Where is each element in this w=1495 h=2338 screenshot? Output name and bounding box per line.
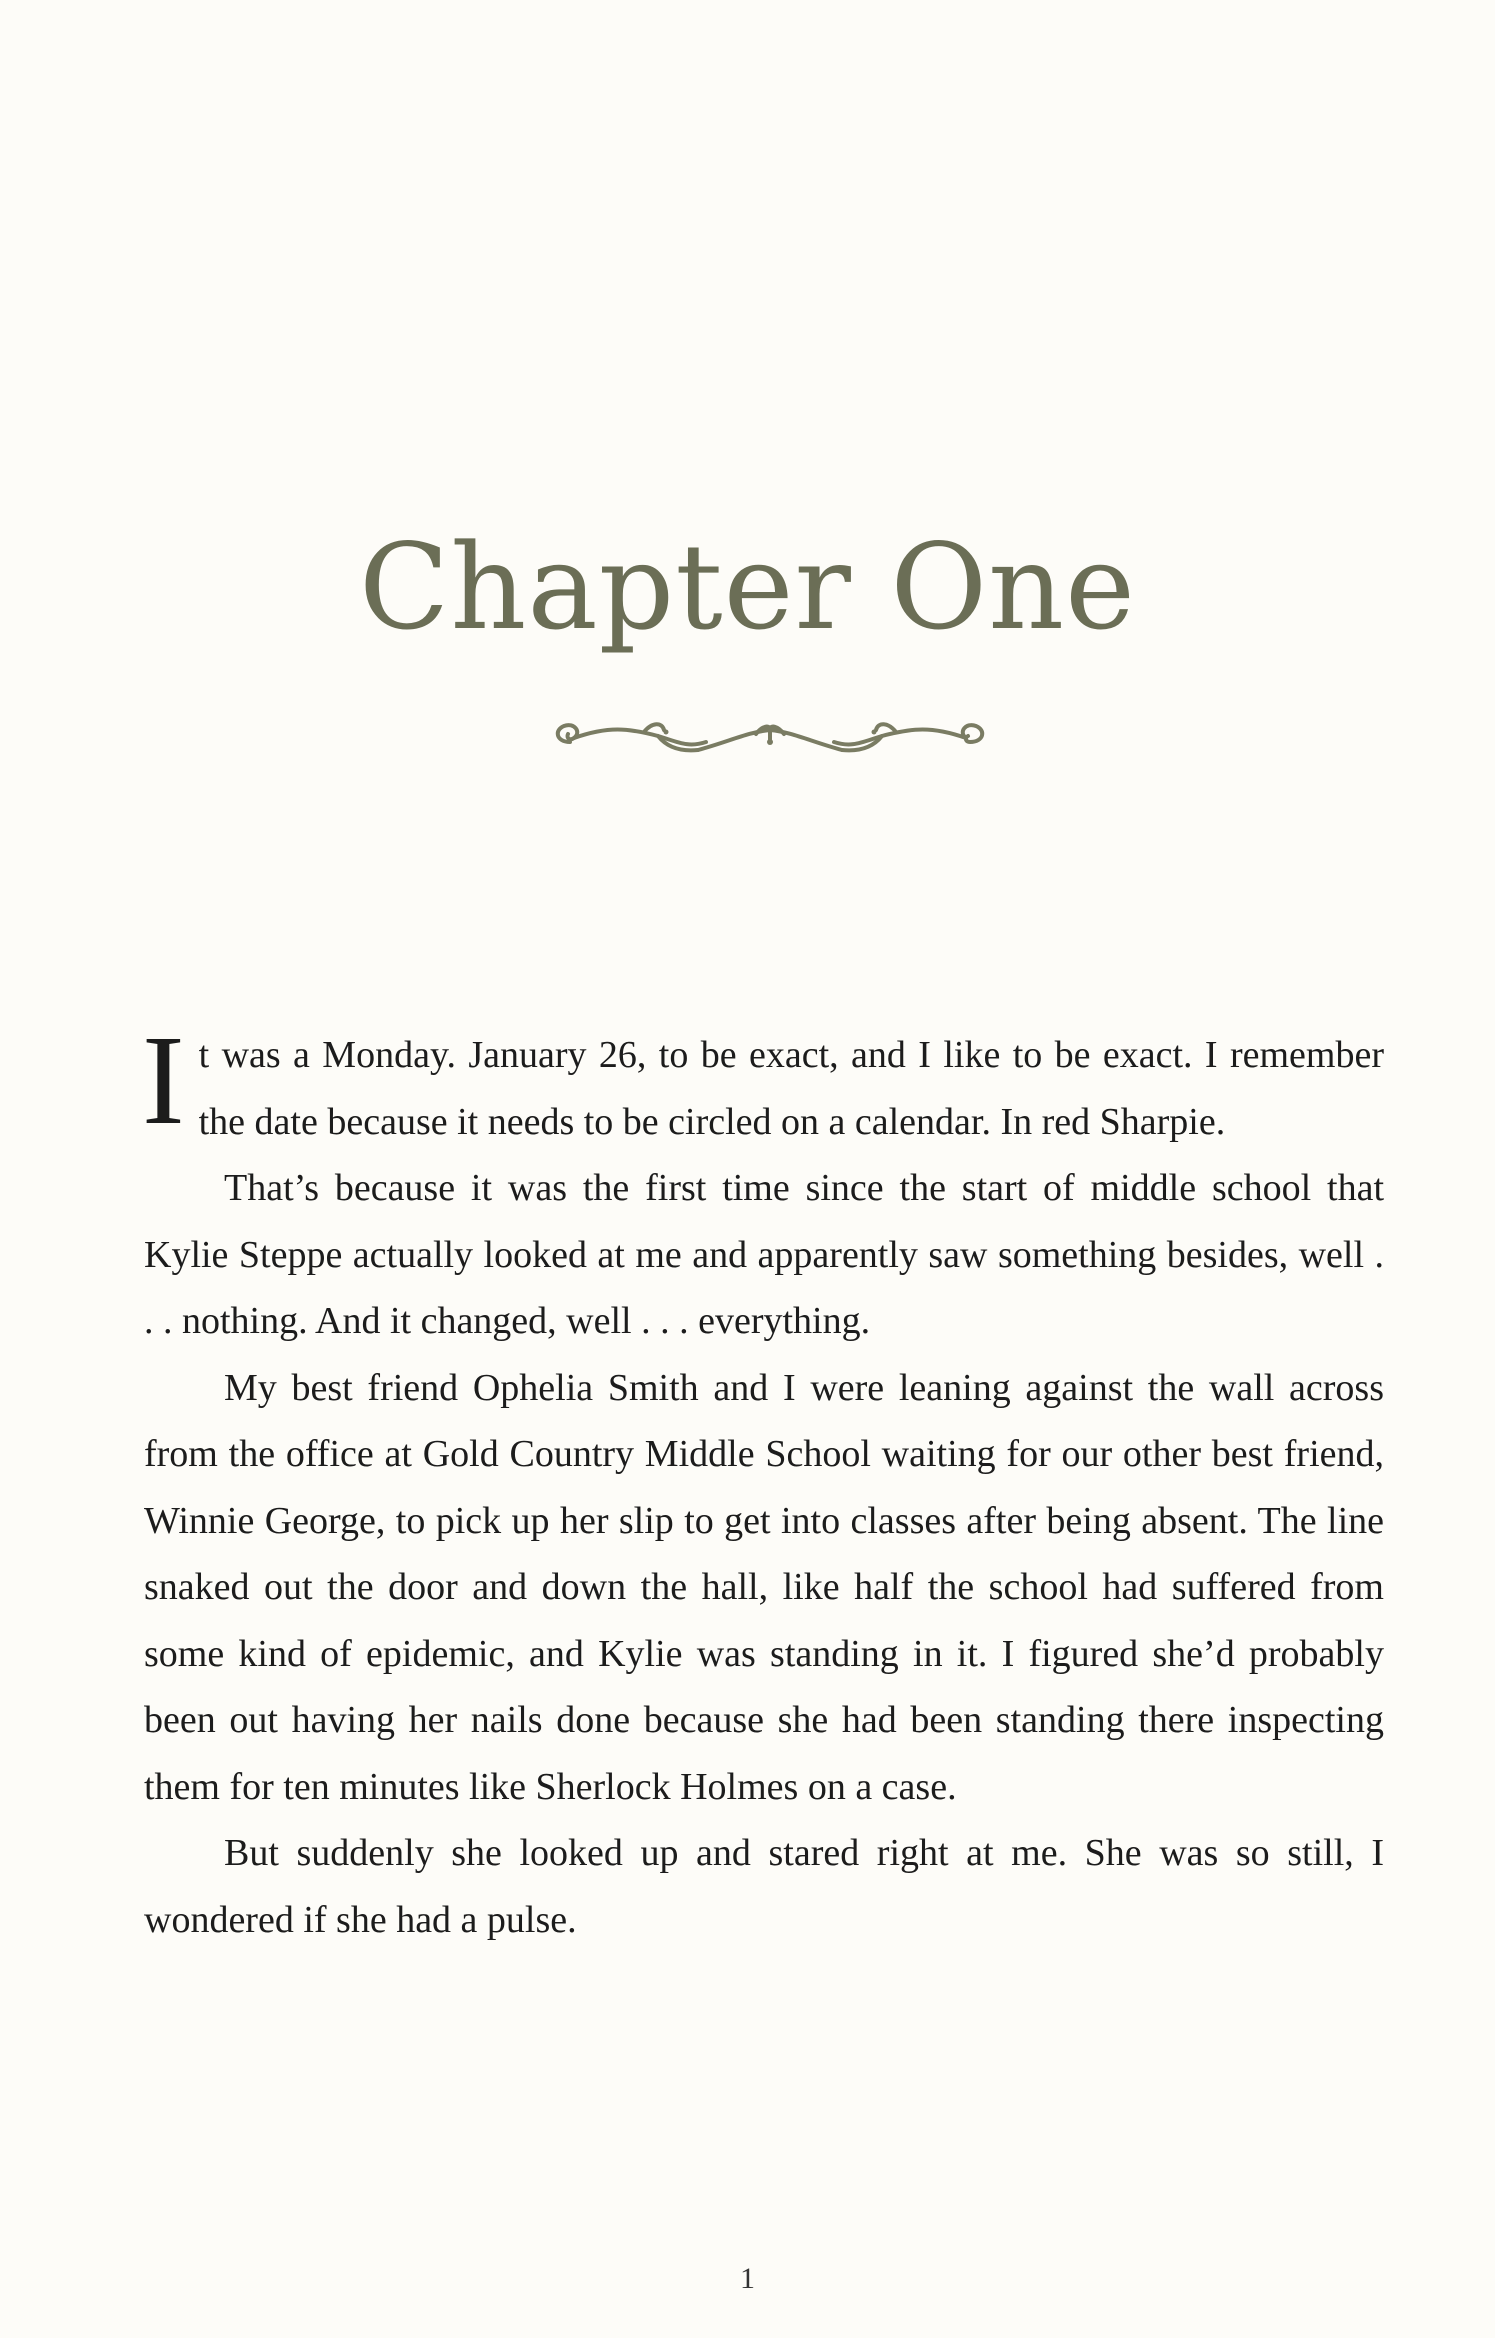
page-number: 1 [740,2262,755,2295]
paragraph-1-text: t was a Monday. January 26, to be exact, and I like to be exact. I remember the date because it needs to be circled on a calendar. In red Sharpie. [198,1034,1384,1143]
chapter-title: Chapter One [359,518,1136,656]
paragraph-4: But suddenly she looked up and stared right at me. She was so still, I wondered if she had a pulse. [144,1832,1384,1941]
paragraph-3: My best friend Ophelia Smith and I were leaning against the wall across from the office at Gold Country Middle School waiting for our other best friend, Winnie George, to pick up her slip to get into classes after being absent. The line snaked out the door and down the hall, like half the school had suffered from some kind of epidemic, and Kylie was standing in it. I figured she’d probably been out having her nails done because she had been standing there inspecting them for ten minutes like Sherlock Holmes on a case. [144,1366,1384,1808]
paragraph-1 [142,1009,1384,1155]
chapter-body [142,1009,1384,1953]
paragraph-2: That’s because it was the first time since the start of middle school that Kylie Steppe actually looked at me and apparently saw something besides, well . . . nothing. And it changed, well . . . everything. [144,1167,1384,1342]
drop-cap: I [142,1009,185,1151]
flourish-divider-icon [548,712,992,764]
